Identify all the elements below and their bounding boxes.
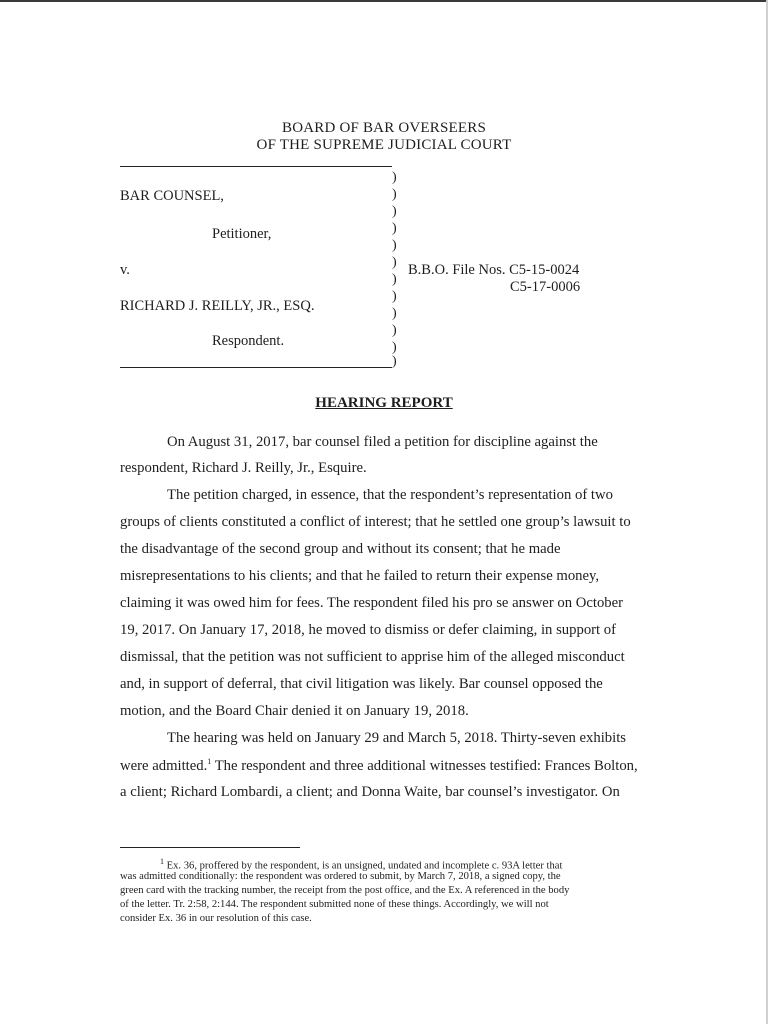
body-line: respondent, Richard J. Reilly, Jr., Esquire. (120, 460, 367, 476)
respondent-role: Respondent. (212, 333, 285, 349)
file-numbers-line1: B.B.O. File Nos. C5-15-0024 (408, 262, 580, 278)
report-title: HEARING REPORT (315, 395, 453, 411)
caption-paren: ) (392, 170, 397, 185)
caption-paren: ) (392, 272, 397, 287)
court-heading: OF THE SUPREME JUDICIAL COURT (256, 137, 512, 153)
footnote-line (160, 857, 690, 872)
body-line: groups of clients constituted a conflict of interest; that he settled one group’s lawsuit to (120, 514, 631, 530)
caption-paren: ) (392, 289, 397, 304)
caption-paren: ) (392, 323, 397, 338)
caption-paren: ) (392, 255, 397, 270)
body-line-text: were admitted. (120, 757, 208, 774)
petitioner-role: Petitioner, (212, 226, 272, 242)
footnote-line: consider Ex. 36 in our resolution of this case. (120, 913, 312, 924)
body-line: claiming it was owed him for fees. The respondent filed his pro se answer on October (120, 595, 624, 611)
footnote-reference: 1 (207, 757, 212, 766)
caption-paren: ) (392, 238, 397, 253)
caption-paren: ) (392, 204, 397, 219)
caption-paren: ) (392, 340, 397, 355)
body-line: The hearing was held on January 29 and March 5, 2018. Thirty-seven exhibits (167, 730, 627, 746)
scan-edge-top (0, 0, 768, 2)
body-line: misrepresentations to his clients; and that he failed to return their expense money, (120, 568, 600, 584)
petitioner-name: BAR COUNSEL, (120, 188, 224, 204)
body-line: motion, and the Board Chair denied it on January 19, 2018. (120, 703, 469, 719)
caption-paren: ) (392, 221, 397, 236)
caption-paren: ) (392, 187, 397, 202)
respondent-name: RICHARD J. REILLY, JR., ESQ. (120, 298, 315, 314)
body-line-text: The respondent and three additional witnesses testified: Frances Bolton, (214, 757, 638, 774)
footnote-rule (120, 847, 300, 848)
board-heading: BOARD OF BAR OVERSEERS (281, 120, 487, 136)
footnote-line: green card with the tracking number, the receipt from the post office, and the Ex. A referenced in the body (120, 885, 570, 896)
versus-label: v. (120, 262, 130, 278)
body-line: The petition charged, in essence, that the respondent’s representation of two (167, 487, 613, 503)
body-line (120, 757, 648, 775)
caption-paren: ) (392, 354, 397, 369)
body-line: the disadvantage of the second group and without its consent; that he made (120, 541, 561, 557)
footnote-line: was admitted conditionally: the respondent was ordered to submit, by March 7, 2018, a signed copy, the (120, 871, 561, 882)
body-line: On August 31, 2017, bar counsel filed a petition for discipline against the (167, 434, 598, 450)
caption-top-rule (120, 166, 392, 167)
caption-paren: ) (392, 306, 397, 321)
footnote-line: of the letter. Tr. 2:58, 2:144. The respondent submitted none of these things. Accordingly, we will not (120, 899, 549, 910)
body-line: a client; Richard Lombardi, a client; and Donna Waite, bar counsel’s investigator. On (120, 784, 620, 800)
caption-bottom-rule (120, 367, 392, 368)
file-numbers-line2: C5-17-0006 (510, 279, 581, 295)
footnote-marker: 1 (160, 857, 164, 866)
body-line: and, in support of deferral, that civil litigation was likely. Bar counsel opposed the (120, 676, 603, 692)
body-line: 19, 2017. On January 17, 2018, he moved to dismiss or defer claiming, in support of (120, 622, 617, 638)
footnote-text: Ex. 36, proffered by the respondent, is an unsigned, undated and incomplete c. 93A letter that (166, 860, 563, 872)
body-line: dismissal, that the petition was not sufficient to apprise him of the alleged misconduct (120, 649, 625, 665)
